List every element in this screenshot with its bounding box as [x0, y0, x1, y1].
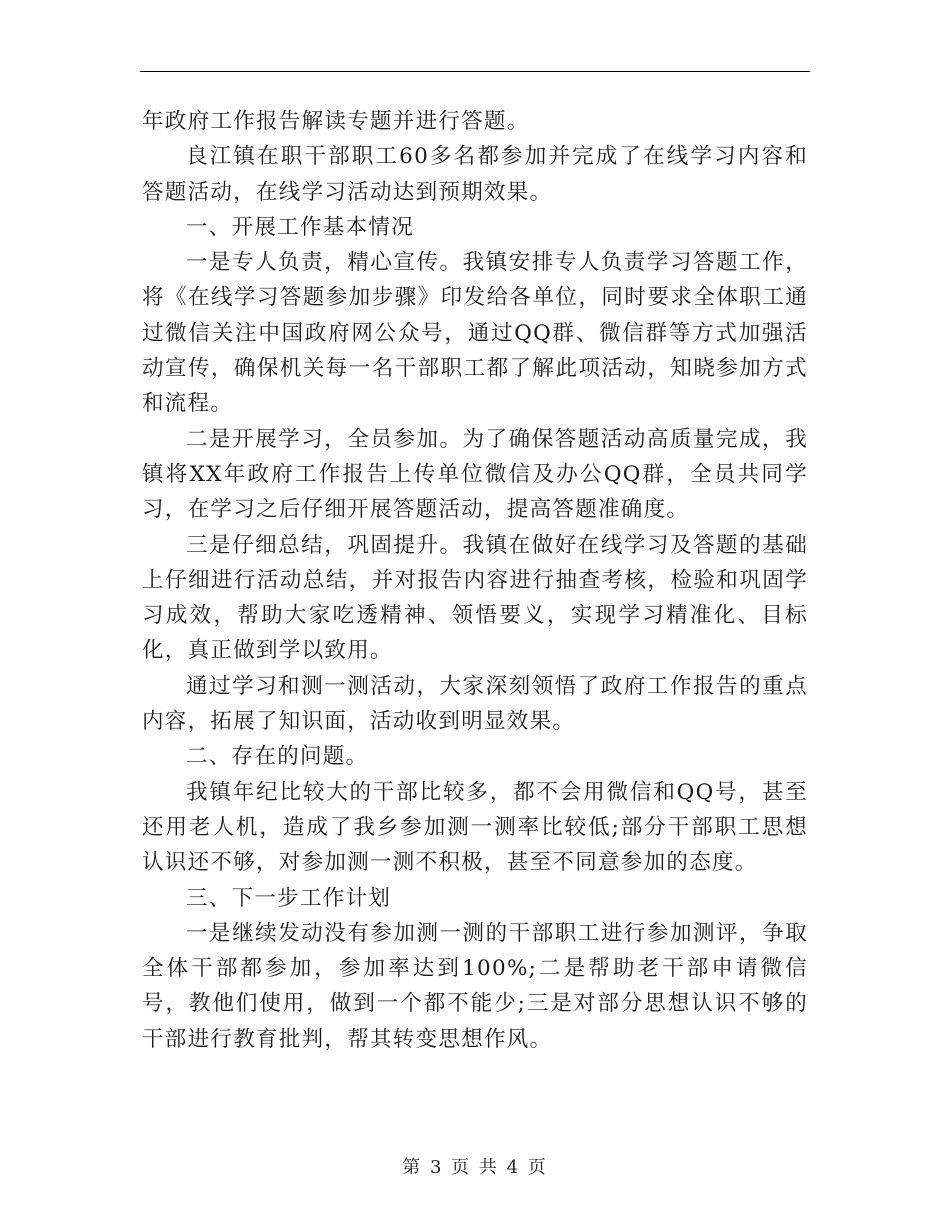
paragraph-study: 二是开展学习，全员参加。为了确保答题活动高质量完成，我镇将XX年政府工作报告上传单位微信及办公QQ群，全员共同学习，在学习之后仔细开展答题活动，提高答题准确度。	[142, 426, 808, 523]
paragraph-results: 通过学习和测一测活动，大家深刻领悟了政府工作报告的重点内容，拓展了知识面，活动收到明显效果。	[142, 673, 808, 735]
section-heading-basic-situation: 一、开展工作基本情况	[186, 214, 415, 240]
paragraph-continuation: 年政府工作报告解读专题并进行答题。	[142, 109, 530, 134]
section-heading-problems: 二、存在的问题。	[186, 744, 369, 770]
paragraph-summary: 三是仔细总结，巩固提升。我镇在做好在线学习及答题的基础上仔细进行活动总结，并对报告内容进行抽查考核，检验和巩固学习成效，帮助大家吃透精神、领悟要义，实现学习精准化、目标化，真正做到学以致用。	[142, 532, 808, 664]
paragraph-plan: 一是继续发动没有参加测一测的干部职工进行参加测评，争取全体干部都参加，参加率达到100%;二是帮助老干部申请微信号，教他们使用，做到一个都不能少;三是对部分思想认识不够的干部进行教育批判，帮其转变思想作风。	[142, 920, 808, 1052]
document-body	[142, 104, 808, 1057]
paragraph-problems: 我镇年纪比较大的干部比较多，都不会用微信和QQ号，甚至还用老人机，造成了我乡参加测一测率比较低;部分干部职工思想认识还不够，对参加测一测不积极，甚至不同意参加的态度。	[142, 779, 808, 876]
paragraph-publicity: 一是专人负责，精心宣传。我镇安排专人负责学习答题工作，将《在线学习答题参加步骤》印发给各单位，同时要求全体职工通过微信关注中国政府网公众号，通过QQ群、微信群等方式加强活动宣传，确保机关每一名干部职工都了解此项活动，知晓参加方式和流程。	[142, 250, 808, 417]
paragraph-participation: 良江镇在职干部职工60多名都参加并完成了在线学习内容和答题活动，在线学习活动达到预期效果。	[142, 144, 808, 205]
page-number: 第 3 页 共 4 页	[402, 1157, 548, 1178]
section-heading-next-steps: 三、下一步工作计划	[186, 885, 392, 911]
header-rule	[140, 71, 810, 72]
